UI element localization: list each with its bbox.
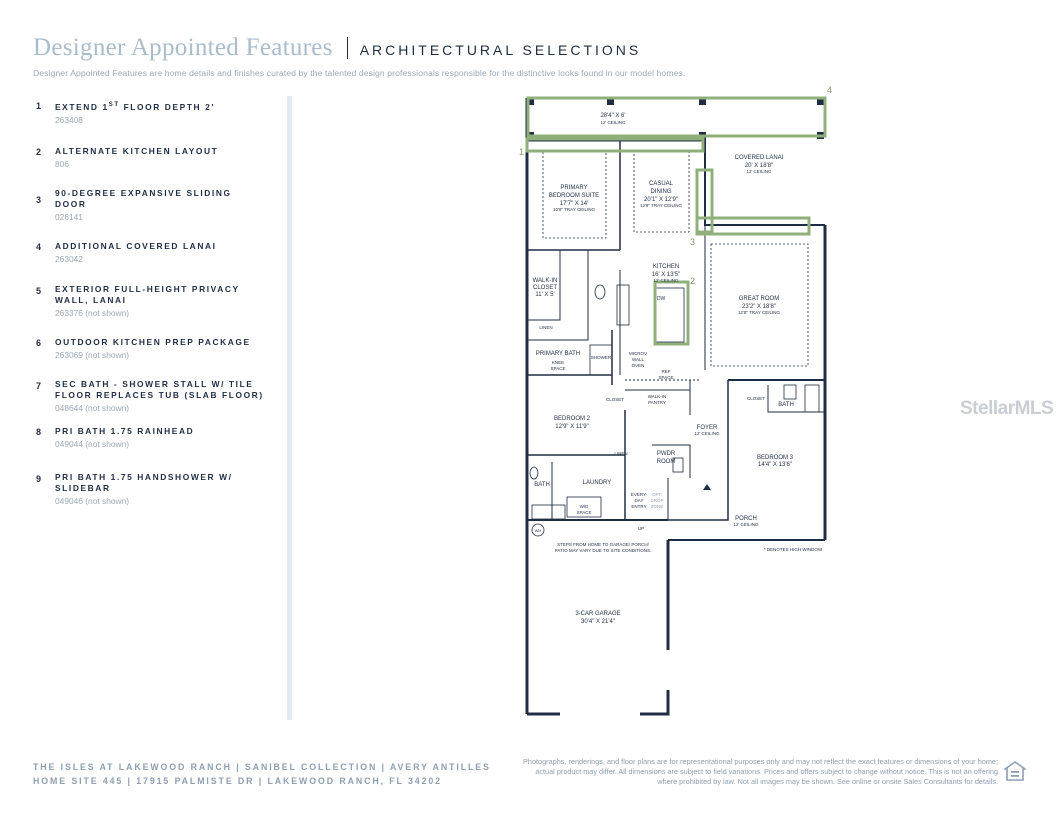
room-ceiling: 12' CEILING: [653, 278, 679, 283]
pantry-label: WALK-IN: [647, 394, 667, 399]
feature-code: 806: [55, 159, 69, 169]
room-labels: [533, 113, 823, 625]
room-ceiling: 12'8" TRAY CEILING: [640, 203, 682, 208]
room-name: PRIMARY BATH: [535, 351, 581, 357]
room-name: DINING: [650, 189, 672, 195]
feature-name: ALTERNATE KITCHEN LAYOUT: [55, 146, 219, 156]
feature-number: 9: [36, 474, 42, 484]
feature-name: 90-DEGREE EXPANSIVE SLIDING DOOR: [55, 188, 232, 209]
room-name: FOYER: [696, 425, 718, 431]
pantry-label: PANTRY: [648, 400, 666, 405]
room-dims: 17'7" X 14': [559, 201, 589, 207]
floor-plan: [500, 84, 840, 724]
steps-note: PATIO MAY VARY DUE TO SITE CONDITIONS.: [554, 548, 652, 553]
footer-line-1: THE ISLES AT LAKEWOOD RANCH | SANIBEL COLLECTION | AVERY ANTILLES: [33, 762, 491, 772]
feature-item: [36, 379, 276, 426]
room-ceiling: 10'8" TRAY CEILING: [553, 207, 595, 212]
high-window-note: * DENOTES HIGH WINDOW: [763, 547, 823, 552]
room-name: KITCHEN: [652, 264, 680, 270]
feature-code: 049044 (not shown): [55, 439, 130, 449]
feature-item: [36, 188, 276, 241]
footer-address: [33, 760, 491, 788]
ref-label: REF: [661, 369, 671, 374]
up-label: UP: [637, 526, 645, 531]
feature-number: 4: [36, 242, 42, 252]
option-highlights: [527, 98, 825, 344]
micro-label: MICROV: [629, 351, 647, 356]
feature-name: PRI BATH 1.75 HANDSHOWER W/ SLIDEBAR: [55, 472, 233, 493]
room-name: PRIMARY: [560, 185, 588, 191]
room-ceiling: 12' CEILING: [746, 169, 772, 174]
feature-code: 263408: [55, 114, 83, 125]
shower-label: SHOWER: [590, 355, 612, 360]
feature-number: 5: [36, 286, 42, 296]
room-dims: 14'4" X 13'6": [758, 462, 792, 468]
marker-2: 2: [690, 276, 696, 286]
room-dims: 20' X 18'8": [744, 163, 774, 169]
equal-housing-icon: [1004, 760, 1026, 782]
linen-label: LINEN: [539, 325, 553, 330]
watermark: StellarMLS: [960, 398, 1054, 419]
drop-label: ZONE: [650, 504, 664, 509]
marker-3: 3: [690, 237, 696, 247]
room-name: CASUAL: [648, 181, 674, 187]
feature-name: OUTDOOR KITCHEN PREP PACKAGE: [55, 337, 251, 347]
wd-label: SPACE: [576, 510, 592, 515]
wd-label: W/D: [579, 504, 589, 509]
header: [33, 34, 685, 78]
room-ceiling: 12' CEILING: [694, 431, 720, 436]
room-dims: 12'9" X 11'9": [555, 424, 589, 430]
knee-label: KNEE: [551, 360, 565, 365]
room-dims: 11' X 5': [535, 292, 555, 298]
feature-name: ADDITIONAL COVERED LANAI: [55, 241, 217, 251]
micro-label: WALL: [631, 357, 645, 362]
feature-item: [36, 241, 276, 284]
ref-label: SPACE: [658, 375, 674, 380]
room-name: ROOM: [656, 459, 676, 465]
feature-code: 263069 (not shown): [55, 350, 130, 360]
plan-columns: [527, 98, 824, 139]
room-dims: 20'1" X 12'9": [644, 197, 678, 203]
marker-4: 4: [827, 85, 833, 95]
page-title: Designer Appointed Features: [33, 34, 333, 61]
closet-label: CLOSET: [746, 396, 766, 401]
column-divider: [287, 96, 292, 720]
feature-item: [36, 472, 276, 518]
room-name: 3-CAR GARAGE: [575, 611, 621, 617]
feature-code: 049046 (not shown): [55, 496, 130, 506]
steps-note: STEPS FROM HOME TO GARAGE/ PORCH/: [557, 542, 649, 547]
entry-arrow: [703, 484, 711, 490]
room-dims: 30'4" X 21'4": [581, 619, 615, 625]
subtitle: Designer Appointed Features are home details and finishes curated by the talented design professionals responsible for the distinctive looks found in our model homes.: [33, 68, 686, 78]
feature-code: 048644 (not shown): [55, 403, 130, 413]
knee-label: SPACE: [550, 366, 566, 371]
footer-disclaimer: Photographs, renderings, and floor plans are for representational purposes only and may not reflect the exact features or dimensions of your home; actual product may differ. All dimensions are subject to field variations. Prices and offers subject to change without notice. This is not an offering where prohibited by law. Not all images may be shown. See online or onsite Sales Consultants for details.: [523, 757, 998, 786]
feature-item: [36, 337, 276, 379]
room-name: BATH: [534, 482, 550, 488]
wh-label: WH: [534, 528, 542, 533]
feature-item: [36, 426, 276, 472]
entry-label: EVERY-: [630, 492, 648, 497]
closet-label: CLOSET: [605, 397, 625, 402]
room-name: BATH: [778, 402, 794, 408]
dw-label: DW: [656, 296, 666, 302]
marker-1: 1: [519, 147, 525, 157]
room-dims: 23'2" X 18'8": [742, 304, 776, 310]
linen-label: LINEN: [614, 451, 628, 456]
room-dims: 16' X 13'5": [651, 272, 681, 278]
footer-line-2: HOME SITE 445 | 17915 PALMISTE DR | LAKEWOOD RANCH, FL 34202: [33, 776, 442, 786]
entry-label: DAY: [634, 498, 644, 503]
room-name: PORCH: [735, 516, 757, 522]
tray-ceilings: [543, 150, 808, 366]
feature-number: 2: [36, 147, 42, 157]
room-name: LAUNDRY: [582, 480, 612, 486]
feature-number: 6: [36, 338, 42, 348]
room-ceiling: 12' CEILING: [733, 522, 759, 527]
feature-item: [36, 100, 276, 146]
room-name: GREAT ROOM: [738, 296, 780, 302]
feature-list: [36, 100, 276, 518]
feature-name: PRI BATH 1.75 RAINHEAD: [55, 426, 195, 436]
room-ceiling: 12' CEILING: [600, 120, 626, 125]
room-name: CLOSET: [532, 285, 558, 291]
micro-label: OVEN: [631, 363, 645, 368]
feature-item: [36, 146, 276, 188]
section-title: ARCHITECTURAL SELECTIONS: [359, 42, 642, 58]
feature-number: 8: [36, 427, 42, 437]
feature-name: EXTERIOR FULL-HEIGHT PRIVACY WALL, LANAI: [55, 284, 240, 305]
room-dims: 28'4" X 6': [600, 113, 626, 119]
room-name: BEDROOM 3: [756, 455, 794, 461]
room-ceiling: 12'8" TRAY CEILING: [738, 310, 780, 315]
feature-number: 1: [36, 101, 42, 111]
feature-number: 7: [36, 381, 42, 391]
feature-name: SEC BATH - SHOWER STALL W/ TILE FLOOR REPLACES TUB (SLAB FLOOR): [55, 379, 264, 400]
room-name: BEDROOM 2: [553, 416, 591, 422]
feature-code: 263042: [55, 254, 83, 264]
feature-number: 3: [36, 195, 42, 205]
plan-fixtures: [530, 285, 819, 536]
feature-name: EXTEND 1ST FLOOR DEPTH 2': [55, 101, 215, 112]
room-name: COVERED LANAI: [734, 155, 784, 161]
room-name: BEDROOM SUITE: [548, 193, 600, 199]
entry-label: ENTRY: [631, 504, 647, 509]
feature-code: 263376 (not shown): [55, 308, 130, 318]
room-name: WALK-IN: [532, 278, 558, 284]
feature-code: 026141: [55, 212, 83, 222]
room-name: PWDR: [656, 451, 676, 457]
drop-label: OPT.: [651, 492, 663, 497]
title-divider: [347, 37, 348, 59]
drop-label: DROP: [650, 498, 664, 503]
feature-item: [36, 284, 276, 337]
